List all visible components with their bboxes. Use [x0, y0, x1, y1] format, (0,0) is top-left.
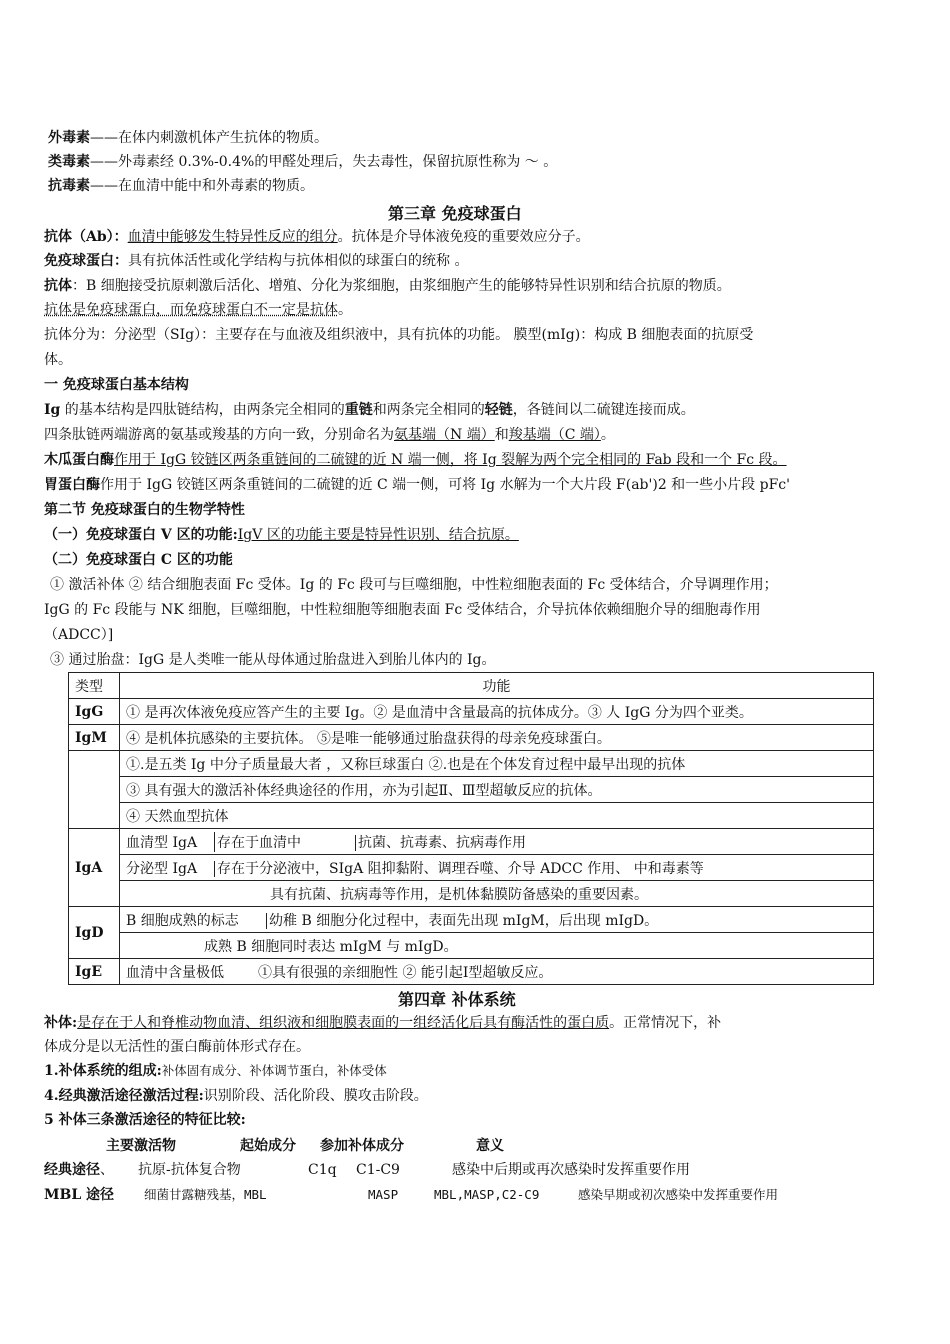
complement-composition	[44, 1061, 387, 1081]
classical-activation-text: 识别阶段、活化阶段、膜攻击阶段。	[203, 1088, 428, 1104]
iga-secretory	[120, 855, 874, 881]
mbl-components: MBL,MASP,C2-C9	[434, 1187, 540, 1202]
type-iga: IgA	[69, 829, 120, 907]
antibody-classification-1: 抗体分为：分泌型（SIg）：主要存在与血液及组织液中，具有抗体的功能。 膜型(mIg)：构成 B 细胞表面的抗原受	[44, 327, 754, 343]
papain-line	[44, 450, 787, 470]
iga-secretory-text: 存在于分泌液中，SIgA 阻抑黏附、调理吞噬、介导 ADCC 作用、 中和毒素等	[214, 861, 704, 877]
complement-definition	[44, 1013, 721, 1033]
iga-serum-effect: 抗菌、抗毒素、抗病毒作用	[355, 835, 526, 851]
c-terminus: 羧基端（C 端）	[508, 427, 601, 443]
classical-activation	[44, 1086, 428, 1106]
mbl-pathway-row	[44, 1185, 778, 1205]
term-antitoxin: 抗毒素	[48, 178, 90, 194]
table-row-igm-4	[69, 803, 874, 829]
antibody-def-underlined: 血清中能够发生特异性反应的组分	[127, 229, 338, 245]
table-header-row	[69, 673, 874, 699]
iga-serum-location: 存在于血清中	[214, 832, 355, 852]
classical-activator: 抗原-抗体复合物	[138, 1162, 241, 1178]
header-type: 类型	[69, 673, 120, 699]
s1-p2-and: 和	[494, 427, 509, 443]
immunoglobulin-def: 具有抗体活性或化学结构与抗体相似的球蛋白的统称 。	[128, 253, 469, 269]
classical-pathway-row	[44, 1160, 690, 1180]
chapter3-title: 第三章 免疫球蛋白	[388, 204, 522, 223]
def-toxoid: ——外毒素经 0.3%-0.4%的甲醛处理后，失去毒性，保留抗原性称为 ～ 。	[90, 154, 558, 170]
s1-text-b: 和两条完全相同的	[372, 402, 485, 418]
type-igg: IgG	[69, 699, 120, 725]
iga-serum	[120, 829, 874, 855]
igd-marker: B 细胞成熟的标志	[126, 912, 239, 929]
c-region-paragraph-2: IgG 的 Fc 段能与 NK 细胞，巨噬细胞，中性粒细胞等细胞表面 Fc 受体结合，介导抗体依赖细胞介导的细胞毒作用	[44, 602, 761, 618]
papain-text: 作用于 IgG 铰链区两条重链间的二硫键的近 N 端一侧，将 Ig 裂解为两个完全相同的 Fab 段和一个 Fc 段。	[114, 452, 787, 468]
ige-function	[120, 959, 874, 985]
ig-label: Ig	[44, 402, 61, 418]
term-immunoglobulin: 免疫球蛋白：	[44, 253, 128, 269]
antibody-def-2: ：B 细胞接受抗原刺激后活化、增殖、分化为浆细胞，由浆细胞产生的能够特异性识别和结合抗原的物质。	[72, 278, 731, 294]
table-row-iga-1	[69, 829, 874, 855]
antibody-def-rest: 。抗体是介导体液免疫的重要效应分子。	[337, 229, 590, 245]
col-components: 参加补体成分	[320, 1138, 404, 1154]
iga-secretory-label: 分泌型 IgA	[126, 860, 198, 877]
antibody-definition-2	[44, 276, 731, 296]
term-antibody-2: 抗体	[44, 278, 72, 294]
heavy-chain: 重链	[344, 402, 373, 418]
pepsin-text: 作用于 IgG 铰链区两条重链间的二硫键的近 C 端一侧，可将 Ig 水解为一个大片段 F(ab')2 和一些小片段 pFc'	[100, 477, 790, 493]
intro-line-exotoxin	[48, 128, 328, 148]
s1-p2-end: 。	[600, 427, 615, 443]
igm-function-2: ①.是五类 Ig 中分子质量最大者 ，又称巨球蛋白 ②.也是在个体发育过程中最早出现的抗体	[120, 751, 874, 777]
structure-paragraph-1	[44, 400, 695, 420]
classical-name-cell	[44, 1160, 138, 1180]
c-region-paragraph-1: ① 激活补体 ② 结合细胞表面 Fc 受体。Ig 的 Fc 段可与巨噬细胞，中性粒细胞表面的 Fc 受体结合，介导调理作用；	[50, 577, 778, 593]
immunoglobulin-table	[68, 672, 874, 985]
type-igd: IgD	[69, 907, 120, 959]
ige-properties: ①具有很强的亲细胞性 ② 能引起Ⅰ型超敏反应。	[258, 964, 553, 981]
igm-function-3: ③ 具有强大的激活补体经典途径的作用，亦为引起Ⅱ、Ⅲ型超敏反应的抗体。	[120, 777, 874, 803]
v-region-line	[44, 525, 519, 545]
table-row-igg	[69, 699, 874, 725]
c-region-paragraph-3: （ADCC）]	[44, 627, 114, 643]
term-antibody: 抗体（Ab）：	[44, 229, 128, 245]
chapter4-title: 第四章 补体系统	[398, 990, 516, 1009]
classical-initial: C1q	[308, 1162, 337, 1178]
c-region-paragraph-4: ③ 通过胎盘：IgG 是人类唯一能从母体通过胎盘进入到胎儿体内的 Ig。	[50, 652, 496, 668]
intro-line-toxoid	[48, 152, 557, 172]
section1-title: 一 免疫球蛋白基本结构	[44, 377, 189, 393]
table-row-igm-3	[69, 777, 874, 803]
classical-components: C1-C9	[356, 1162, 400, 1178]
antibody-note-end: 。	[338, 302, 352, 318]
immunoglobulin-definition	[44, 251, 468, 271]
term-papain: 木瓜蛋白酶	[44, 452, 114, 468]
def-exotoxin: ——在体内刺激机体产生抗体的物质。	[90, 130, 328, 146]
antibody-classification-2: 体。	[44, 352, 72, 368]
header-function: 功能	[120, 673, 874, 699]
complement-def-rest: 。正常情况下，补	[609, 1015, 722, 1031]
classical-name: 经典途径	[44, 1162, 100, 1178]
ige-level: 血清中含量极低	[126, 964, 224, 981]
table-row-igd-2	[69, 933, 874, 959]
def-antitoxin: ——在血清中能中和外毒素的物质。	[90, 178, 314, 194]
mbl-activator: 细菌甘露糖残基，MBL	[144, 1187, 267, 1202]
col-meaning: 意义	[476, 1138, 504, 1154]
mbl-initial: MASP	[368, 1187, 399, 1202]
term-exotoxin: 外毒素	[48, 130, 90, 146]
igm-function: ④ 是机体抗感染的主要抗体。 ⑤是唯一能够通过胎盘获得的母亲免疫球蛋白。	[120, 725, 874, 751]
table-row-iga-3	[69, 881, 874, 907]
igm-function-4: ④ 天然血型抗体	[120, 803, 874, 829]
table-row-igm-2	[69, 751, 874, 777]
v-region-title: （一）免疫球蛋白 V 区的功能:	[44, 527, 238, 543]
pathway-comparison-title: 5 补体三条激活途径的特征比较:	[44, 1112, 246, 1128]
structure-paragraph-2	[44, 425, 615, 445]
antibody-note	[44, 300, 352, 320]
iga-serum-a: 血清型 IgA	[126, 834, 198, 851]
composition-text: 补体固有成分、补体调节蛋白，补体受体	[161, 1063, 387, 1078]
type-igm: IgM	[69, 725, 120, 751]
iga-summary: 具有抗菌、抗病毒等作用，是机体黏膜防备感染的重要因素。	[120, 881, 874, 907]
complement-def-underlined: 是存在于人和脊椎动物血清、组织液和细胞膜表面的一组经活化后具有酶活性的蛋白质	[77, 1015, 610, 1031]
antibody-note-text: 抗体是免疫球蛋白，而免疫球蛋白不一定是抗体	[44, 302, 338, 318]
table-row-igd-1	[69, 907, 874, 933]
intro-line-antitoxin	[48, 176, 314, 196]
term-pepsin: 胃蛋白酶	[44, 477, 100, 493]
complement-definition-2: 体成分是以无活性的蛋白酶前体形式存在。	[44, 1039, 310, 1055]
pepsin-line	[44, 475, 790, 495]
c-region-title: （二）免疫球蛋白 C 区的功能	[44, 552, 233, 568]
s1-p2-text: 四条肽链两端游离的氨基或羧基的方向一致，分别命名为	[44, 427, 394, 443]
type-ige: IgE	[69, 959, 120, 985]
col-initial: 起始成分	[240, 1138, 296, 1154]
iga-serum-label	[126, 832, 214, 852]
igd-immature: 幼稚 B 细胞分化过程中，表面先出现 mIgM，后出现 mIgD。	[266, 913, 658, 929]
mbl-meaning: 感染早期或初次感染中发挥重要作用	[578, 1187, 779, 1202]
type-blank	[69, 751, 120, 829]
classical-activation-term: 4.经典激活途径激活过程:	[44, 1088, 204, 1104]
col-activator: 主要激活物	[106, 1138, 176, 1154]
s1-text-a: 的基本结构是四肽链结构，由两条完全相同的	[60, 402, 345, 418]
comparison-header	[106, 1136, 504, 1156]
classical-sep: 、	[100, 1162, 114, 1178]
n-terminus: 氨基端（N 端）	[394, 427, 495, 443]
section2-title: 第二节 免疫球蛋白的生物学特性	[44, 502, 245, 518]
light-chain: 轻链	[484, 402, 513, 418]
classical-meaning: 感染中后期或再次感染时发挥重要作用	[452, 1162, 690, 1178]
v-region-text: IgV 区的功能主要是特异性识别、结合抗原。	[237, 527, 519, 543]
s1-text-c: ，各链间以二硫键连接而成。	[512, 402, 695, 418]
igg-function: ① 是再次体液免疫应答产生的主要 Ig。② 是血清中含量最高的抗体成分。③ 人 IgG 分为四个亚类。	[120, 699, 874, 725]
table-row-iga-2	[69, 855, 874, 881]
antibody-definition	[44, 227, 590, 247]
igd-function-2: 成熟 B 细胞同时表达 mIgM 与 mIgD。	[120, 933, 874, 959]
composition-term: 1.补体系统的组成:	[44, 1063, 162, 1079]
igd-function-1	[120, 907, 874, 933]
mbl-name: MBL 途径	[44, 1187, 115, 1203]
term-complement: 补体:	[44, 1015, 78, 1031]
table-row-igm	[69, 725, 874, 751]
table-row-ige	[69, 959, 874, 985]
term-toxoid: 类毒素	[48, 154, 90, 170]
